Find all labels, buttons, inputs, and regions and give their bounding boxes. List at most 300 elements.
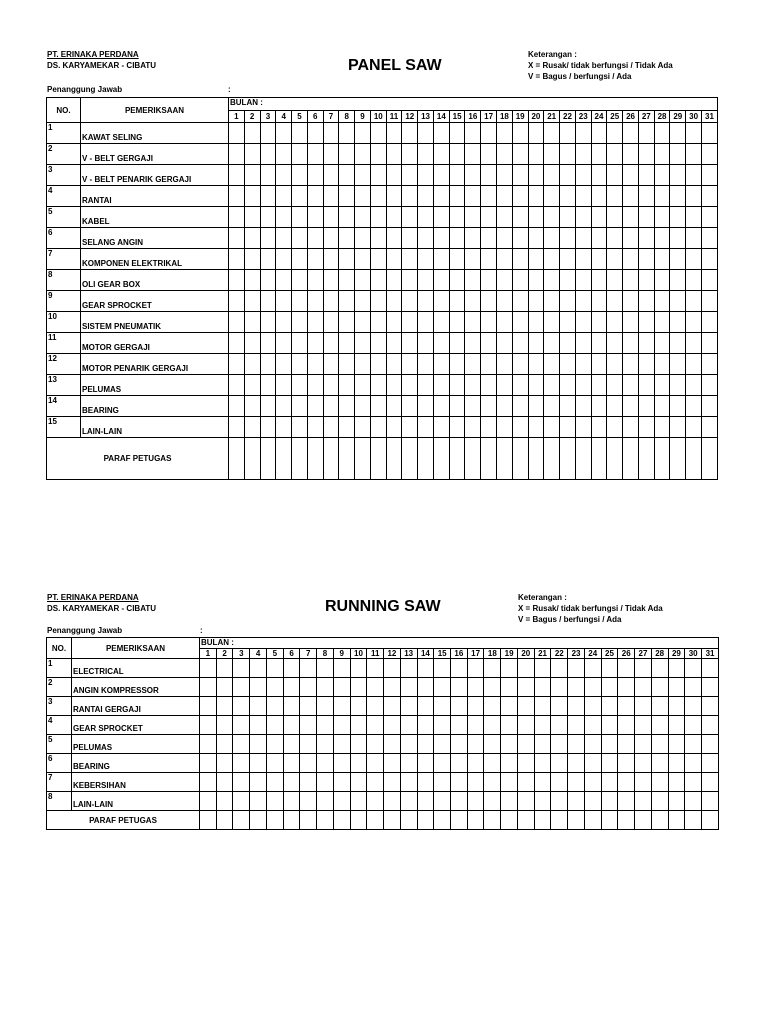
check-cell[interactable] xyxy=(497,228,513,249)
check-cell[interactable] xyxy=(551,792,568,811)
check-cell[interactable] xyxy=(355,375,371,396)
check-cell[interactable] xyxy=(568,792,585,811)
check-cell[interactable] xyxy=(402,354,418,375)
check-cell[interactable] xyxy=(651,716,668,735)
check-cell[interactable] xyxy=(575,396,591,417)
signature-cell[interactable] xyxy=(384,811,401,830)
check-cell[interactable] xyxy=(367,735,384,754)
check-cell[interactable] xyxy=(386,144,402,165)
check-cell[interactable] xyxy=(670,312,686,333)
check-cell[interactable] xyxy=(601,659,618,678)
check-cell[interactable] xyxy=(685,754,702,773)
check-cell[interactable] xyxy=(670,375,686,396)
check-cell[interactable] xyxy=(216,792,233,811)
check-cell[interactable] xyxy=(591,417,607,438)
signature-cell[interactable] xyxy=(484,811,501,830)
check-cell[interactable] xyxy=(560,291,576,312)
check-cell[interactable] xyxy=(501,716,518,735)
check-cell[interactable] xyxy=(591,207,607,228)
signature-cell[interactable] xyxy=(497,438,513,480)
signature-cell[interactable] xyxy=(481,438,497,480)
check-cell[interactable] xyxy=(544,249,560,270)
signature-cell[interactable] xyxy=(317,811,334,830)
check-cell[interactable] xyxy=(244,270,260,291)
check-cell[interactable] xyxy=(591,312,607,333)
check-cell[interactable] xyxy=(501,792,518,811)
check-cell[interactable] xyxy=(276,396,292,417)
check-cell[interactable] xyxy=(584,773,601,792)
check-cell[interactable] xyxy=(266,659,283,678)
check-cell[interactable] xyxy=(534,697,551,716)
check-cell[interactable] xyxy=(701,291,717,312)
check-cell[interactable] xyxy=(386,354,402,375)
check-cell[interactable] xyxy=(200,678,217,697)
check-cell[interactable] xyxy=(701,144,717,165)
check-cell[interactable] xyxy=(467,659,484,678)
check-cell[interactable] xyxy=(244,165,260,186)
check-cell[interactable] xyxy=(370,417,386,438)
check-cell[interactable] xyxy=(517,659,534,678)
check-cell[interactable] xyxy=(370,396,386,417)
check-cell[interactable] xyxy=(528,333,544,354)
check-cell[interactable] xyxy=(654,207,670,228)
check-cell[interactable] xyxy=(528,249,544,270)
check-cell[interactable] xyxy=(355,333,371,354)
check-cell[interactable] xyxy=(635,754,652,773)
check-cell[interactable] xyxy=(685,716,702,735)
check-cell[interactable] xyxy=(544,417,560,438)
check-cell[interactable] xyxy=(276,312,292,333)
check-cell[interactable] xyxy=(339,165,355,186)
check-cell[interactable] xyxy=(575,333,591,354)
check-cell[interactable] xyxy=(333,754,350,773)
signature-cell[interactable] xyxy=(434,811,451,830)
check-cell[interactable] xyxy=(323,375,339,396)
check-cell[interactable] xyxy=(701,165,717,186)
check-cell[interactable] xyxy=(434,773,451,792)
check-cell[interactable] xyxy=(307,417,323,438)
check-cell[interactable] xyxy=(575,249,591,270)
check-cell[interactable] xyxy=(370,375,386,396)
check-cell[interactable] xyxy=(517,792,534,811)
check-cell[interactable] xyxy=(229,228,245,249)
check-cell[interactable] xyxy=(283,697,300,716)
check-cell[interactable] xyxy=(370,333,386,354)
check-cell[interactable] xyxy=(551,678,568,697)
check-cell[interactable] xyxy=(686,186,702,207)
check-cell[interactable] xyxy=(402,291,418,312)
check-cell[interactable] xyxy=(591,123,607,144)
check-cell[interactable] xyxy=(668,773,685,792)
check-cell[interactable] xyxy=(307,144,323,165)
signature-cell[interactable] xyxy=(266,811,283,830)
check-cell[interactable] xyxy=(434,716,451,735)
check-cell[interactable] xyxy=(568,697,585,716)
check-cell[interactable] xyxy=(635,659,652,678)
check-cell[interactable] xyxy=(702,716,719,735)
check-cell[interactable] xyxy=(400,678,417,697)
signature-cell[interactable] xyxy=(607,438,623,480)
check-cell[interactable] xyxy=(229,333,245,354)
check-cell[interactable] xyxy=(300,678,317,697)
check-cell[interactable] xyxy=(575,417,591,438)
check-cell[interactable] xyxy=(584,792,601,811)
check-cell[interactable] xyxy=(560,249,576,270)
check-cell[interactable] xyxy=(465,375,481,396)
check-cell[interactable] xyxy=(607,249,623,270)
check-cell[interactable] xyxy=(433,144,449,165)
check-cell[interactable] xyxy=(300,735,317,754)
check-cell[interactable] xyxy=(386,228,402,249)
check-cell[interactable] xyxy=(618,735,635,754)
check-cell[interactable] xyxy=(635,678,652,697)
check-cell[interactable] xyxy=(229,249,245,270)
check-cell[interactable] xyxy=(402,207,418,228)
check-cell[interactable] xyxy=(402,375,418,396)
check-cell[interactable] xyxy=(386,396,402,417)
check-cell[interactable] xyxy=(449,165,465,186)
check-cell[interactable] xyxy=(481,144,497,165)
check-cell[interactable] xyxy=(623,144,639,165)
check-cell[interactable] xyxy=(607,354,623,375)
check-cell[interactable] xyxy=(229,354,245,375)
check-cell[interactable] xyxy=(654,375,670,396)
check-cell[interactable] xyxy=(355,417,371,438)
check-cell[interactable] xyxy=(512,291,528,312)
check-cell[interactable] xyxy=(702,792,719,811)
check-cell[interactable] xyxy=(355,207,371,228)
check-cell[interactable] xyxy=(465,228,481,249)
check-cell[interactable] xyxy=(465,186,481,207)
signature-cell[interactable] xyxy=(512,438,528,480)
check-cell[interactable] xyxy=(568,735,585,754)
check-cell[interactable] xyxy=(276,165,292,186)
check-cell[interactable] xyxy=(307,123,323,144)
check-cell[interactable] xyxy=(701,354,717,375)
check-cell[interactable] xyxy=(384,735,401,754)
check-cell[interactable] xyxy=(467,735,484,754)
check-cell[interactable] xyxy=(560,333,576,354)
check-cell[interactable] xyxy=(560,123,576,144)
check-cell[interactable] xyxy=(417,735,434,754)
check-cell[interactable] xyxy=(276,228,292,249)
check-cell[interactable] xyxy=(276,186,292,207)
check-cell[interactable] xyxy=(618,716,635,735)
check-cell[interactable] xyxy=(323,144,339,165)
check-cell[interactable] xyxy=(333,697,350,716)
check-cell[interactable] xyxy=(497,291,513,312)
check-cell[interactable] xyxy=(528,207,544,228)
check-cell[interactable] xyxy=(292,123,308,144)
check-cell[interactable] xyxy=(386,207,402,228)
check-cell[interactable] xyxy=(386,270,402,291)
check-cell[interactable] xyxy=(638,123,654,144)
check-cell[interactable] xyxy=(484,773,501,792)
check-cell[interactable] xyxy=(244,333,260,354)
check-cell[interactable] xyxy=(686,270,702,291)
check-cell[interactable] xyxy=(481,270,497,291)
check-cell[interactable] xyxy=(323,123,339,144)
check-cell[interactable] xyxy=(449,291,465,312)
check-cell[interactable] xyxy=(283,792,300,811)
check-cell[interactable] xyxy=(654,291,670,312)
signature-cell[interactable] xyxy=(618,811,635,830)
check-cell[interactable] xyxy=(229,123,245,144)
check-cell[interactable] xyxy=(497,312,513,333)
check-cell[interactable] xyxy=(512,165,528,186)
check-cell[interactable] xyxy=(317,678,334,697)
check-cell[interactable] xyxy=(200,716,217,735)
check-cell[interactable] xyxy=(638,375,654,396)
check-cell[interactable] xyxy=(276,207,292,228)
check-cell[interactable] xyxy=(276,270,292,291)
check-cell[interactable] xyxy=(575,354,591,375)
check-cell[interactable] xyxy=(528,354,544,375)
check-cell[interactable] xyxy=(702,735,719,754)
check-cell[interactable] xyxy=(449,375,465,396)
check-cell[interactable] xyxy=(686,396,702,417)
check-cell[interactable] xyxy=(528,375,544,396)
check-cell[interactable] xyxy=(451,773,468,792)
check-cell[interactable] xyxy=(402,333,418,354)
check-cell[interactable] xyxy=(386,291,402,312)
check-cell[interactable] xyxy=(323,291,339,312)
check-cell[interactable] xyxy=(250,716,267,735)
check-cell[interactable] xyxy=(355,228,371,249)
check-cell[interactable] xyxy=(300,773,317,792)
check-cell[interactable] xyxy=(560,165,576,186)
signature-cell[interactable] xyxy=(651,811,668,830)
check-cell[interactable] xyxy=(638,354,654,375)
check-cell[interactable] xyxy=(402,396,418,417)
check-cell[interactable] xyxy=(465,249,481,270)
check-cell[interactable] xyxy=(654,144,670,165)
check-cell[interactable] xyxy=(333,659,350,678)
check-cell[interactable] xyxy=(654,354,670,375)
check-cell[interactable] xyxy=(465,207,481,228)
check-cell[interactable] xyxy=(635,716,652,735)
check-cell[interactable] xyxy=(370,123,386,144)
signature-cell[interactable] xyxy=(200,811,217,830)
check-cell[interactable] xyxy=(635,773,652,792)
check-cell[interactable] xyxy=(355,249,371,270)
check-cell[interactable] xyxy=(512,186,528,207)
check-cell[interactable] xyxy=(618,659,635,678)
check-cell[interactable] xyxy=(449,207,465,228)
check-cell[interactable] xyxy=(534,716,551,735)
check-cell[interactable] xyxy=(481,312,497,333)
check-cell[interactable] xyxy=(200,773,217,792)
signature-cell[interactable] xyxy=(591,438,607,480)
check-cell[interactable] xyxy=(465,144,481,165)
check-cell[interactable] xyxy=(654,249,670,270)
check-cell[interactable] xyxy=(266,792,283,811)
check-cell[interactable] xyxy=(276,354,292,375)
check-cell[interactable] xyxy=(244,144,260,165)
check-cell[interactable] xyxy=(244,228,260,249)
check-cell[interactable] xyxy=(607,270,623,291)
signature-cell[interactable] xyxy=(292,438,308,480)
check-cell[interactable] xyxy=(367,716,384,735)
check-cell[interactable] xyxy=(260,165,276,186)
check-cell[interactable] xyxy=(300,716,317,735)
check-cell[interactable] xyxy=(350,792,367,811)
check-cell[interactable] xyxy=(244,417,260,438)
check-cell[interactable] xyxy=(670,249,686,270)
check-cell[interactable] xyxy=(601,697,618,716)
check-cell[interactable] xyxy=(575,207,591,228)
check-cell[interactable] xyxy=(333,792,350,811)
check-cell[interactable] xyxy=(367,659,384,678)
check-cell[interactable] xyxy=(216,659,233,678)
check-cell[interactable] xyxy=(651,697,668,716)
check-cell[interactable] xyxy=(449,186,465,207)
check-cell[interactable] xyxy=(339,354,355,375)
check-cell[interactable] xyxy=(323,186,339,207)
signature-cell[interactable] xyxy=(367,811,384,830)
check-cell[interactable] xyxy=(244,354,260,375)
check-cell[interactable] xyxy=(623,270,639,291)
check-cell[interactable] xyxy=(233,792,250,811)
check-cell[interactable] xyxy=(200,792,217,811)
check-cell[interactable] xyxy=(386,333,402,354)
check-cell[interactable] xyxy=(484,735,501,754)
check-cell[interactable] xyxy=(317,659,334,678)
check-cell[interactable] xyxy=(229,165,245,186)
check-cell[interactable] xyxy=(702,754,719,773)
check-cell[interactable] xyxy=(467,754,484,773)
check-cell[interactable] xyxy=(370,249,386,270)
check-cell[interactable] xyxy=(702,678,719,697)
check-cell[interactable] xyxy=(591,375,607,396)
check-cell[interactable] xyxy=(244,396,260,417)
check-cell[interactable] xyxy=(434,754,451,773)
check-cell[interactable] xyxy=(307,333,323,354)
check-cell[interactable] xyxy=(400,792,417,811)
check-cell[interactable] xyxy=(276,249,292,270)
check-cell[interactable] xyxy=(560,270,576,291)
check-cell[interactable] xyxy=(544,186,560,207)
check-cell[interactable] xyxy=(451,792,468,811)
check-cell[interactable] xyxy=(434,735,451,754)
signature-cell[interactable] xyxy=(623,438,639,480)
check-cell[interactable] xyxy=(418,291,434,312)
check-cell[interactable] xyxy=(685,659,702,678)
check-cell[interactable] xyxy=(601,735,618,754)
check-cell[interactable] xyxy=(601,716,618,735)
check-cell[interactable] xyxy=(668,697,685,716)
check-cell[interactable] xyxy=(229,207,245,228)
check-cell[interactable] xyxy=(623,312,639,333)
check-cell[interactable] xyxy=(512,375,528,396)
check-cell[interactable] xyxy=(701,207,717,228)
check-cell[interactable] xyxy=(670,165,686,186)
signature-cell[interactable] xyxy=(635,811,652,830)
check-cell[interactable] xyxy=(591,396,607,417)
check-cell[interactable] xyxy=(654,312,670,333)
check-cell[interactable] xyxy=(591,144,607,165)
check-cell[interactable] xyxy=(307,291,323,312)
check-cell[interactable] xyxy=(544,270,560,291)
check-cell[interactable] xyxy=(575,186,591,207)
check-cell[interactable] xyxy=(333,716,350,735)
check-cell[interactable] xyxy=(467,716,484,735)
check-cell[interactable] xyxy=(292,144,308,165)
check-cell[interactable] xyxy=(575,291,591,312)
check-cell[interactable] xyxy=(670,354,686,375)
signature-cell[interactable] xyxy=(333,811,350,830)
check-cell[interactable] xyxy=(481,417,497,438)
check-cell[interactable] xyxy=(560,144,576,165)
check-cell[interactable] xyxy=(651,659,668,678)
check-cell[interactable] xyxy=(233,716,250,735)
check-cell[interactable] xyxy=(591,186,607,207)
check-cell[interactable] xyxy=(417,659,434,678)
check-cell[interactable] xyxy=(670,270,686,291)
check-cell[interactable] xyxy=(317,716,334,735)
check-cell[interactable] xyxy=(607,186,623,207)
signature-cell[interactable] xyxy=(568,811,585,830)
signature-cell[interactable] xyxy=(686,438,702,480)
check-cell[interactable] xyxy=(260,228,276,249)
check-cell[interactable] xyxy=(260,333,276,354)
check-cell[interactable] xyxy=(701,333,717,354)
check-cell[interactable] xyxy=(449,270,465,291)
signature-cell[interactable] xyxy=(551,811,568,830)
check-cell[interactable] xyxy=(601,754,618,773)
check-cell[interactable] xyxy=(686,375,702,396)
check-cell[interactable] xyxy=(584,716,601,735)
check-cell[interactable] xyxy=(350,678,367,697)
check-cell[interactable] xyxy=(668,754,685,773)
check-cell[interactable] xyxy=(283,716,300,735)
check-cell[interactable] xyxy=(607,312,623,333)
check-cell[interactable] xyxy=(701,417,717,438)
check-cell[interactable] xyxy=(591,354,607,375)
check-cell[interactable] xyxy=(418,249,434,270)
check-cell[interactable] xyxy=(370,312,386,333)
check-cell[interactable] xyxy=(339,375,355,396)
check-cell[interactable] xyxy=(229,270,245,291)
check-cell[interactable] xyxy=(434,659,451,678)
check-cell[interactable] xyxy=(339,333,355,354)
signature-cell[interactable] xyxy=(528,438,544,480)
check-cell[interactable] xyxy=(449,333,465,354)
check-cell[interactable] xyxy=(618,697,635,716)
check-cell[interactable] xyxy=(433,375,449,396)
check-cell[interactable] xyxy=(497,396,513,417)
check-cell[interactable] xyxy=(607,228,623,249)
check-cell[interactable] xyxy=(701,123,717,144)
check-cell[interactable] xyxy=(481,354,497,375)
check-cell[interactable] xyxy=(449,396,465,417)
signature-cell[interactable] xyxy=(300,811,317,830)
check-cell[interactable] xyxy=(384,659,401,678)
check-cell[interactable] xyxy=(266,773,283,792)
check-cell[interactable] xyxy=(607,165,623,186)
check-cell[interactable] xyxy=(501,754,518,773)
check-cell[interactable] xyxy=(668,678,685,697)
check-cell[interactable] xyxy=(323,396,339,417)
check-cell[interactable] xyxy=(323,207,339,228)
check-cell[interactable] xyxy=(260,270,276,291)
check-cell[interactable] xyxy=(638,417,654,438)
check-cell[interactable] xyxy=(339,396,355,417)
check-cell[interactable] xyxy=(449,144,465,165)
signature-cell[interactable] xyxy=(250,811,267,830)
check-cell[interactable] xyxy=(433,123,449,144)
signature-cell[interactable] xyxy=(350,811,367,830)
